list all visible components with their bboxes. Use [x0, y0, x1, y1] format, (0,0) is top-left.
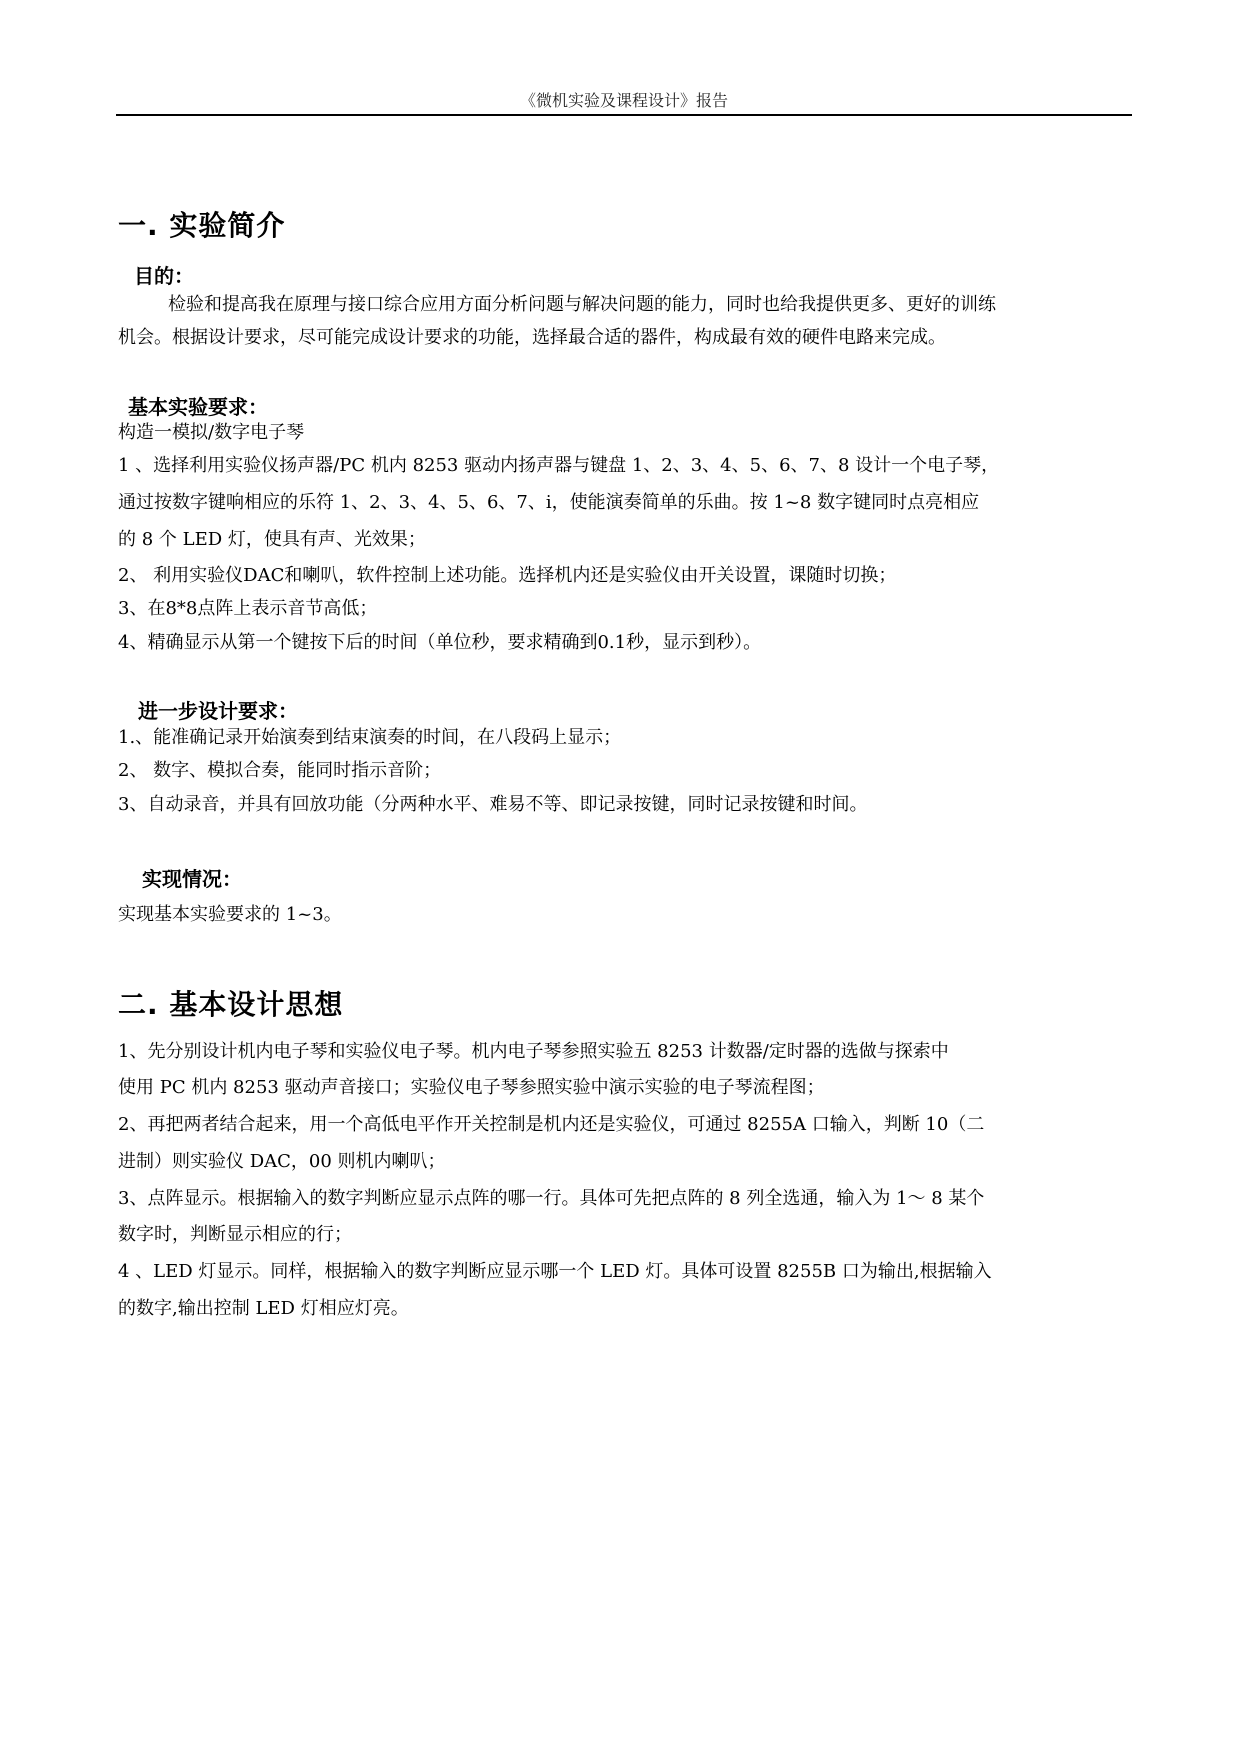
design-line: 1、先分别设计机内电子琴和实验仪电子琴。机内电子琴参照实验五 8253 计数器/定时器的选做与探索中 [118, 1041, 949, 1062]
basic-requirement-line: 通过按数字键响相应的乐符 1、2、3、4、5、6、7、i，使能演奏简单的乐曲。按 1~8 数字键同时点亮相应 [118, 492, 980, 513]
design-line: 使用 PC 机内 8253 驱动声音接口；实验仪电子琴参照实验中演示实验的电子琴流程图； [118, 1077, 825, 1098]
advanced-requirement-line: 1.、能准确记录开始演奏到结束演奏的时间，在八段码上显示； [118, 727, 622, 748]
advanced-requirement-line: 3、自动录音，并具有回放功能（分两种水平、难易不等、即记录按键，同时记录按键和时间。 [118, 794, 868, 815]
status-heading: 实现情况： [142, 867, 242, 891]
purpose-heading: 目的： [134, 264, 194, 288]
basic-requirement-line: 2、 利用实验仪DAC和喇叭，软件控制上述功能。选择机内还是实验仪由开关设置，课随时切换； [118, 565, 897, 586]
basic-requirement-line: 构造一模拟/数字电子琴 [118, 422, 305, 443]
advanced-requirements-heading: 进一步设计要求： [138, 699, 298, 723]
section-title: 二. 基本设计思想 [118, 988, 344, 1021]
design-line: 的数字,输出控制 LED 灯相应灯亮。 [118, 1298, 409, 1319]
basic-requirement-line: 1 、选择利用实验仪扬声器/PC 机内 8253 驱动内扬声器与键盘 1、2、3、4、5、6、7、8 设计一个电子琴， [118, 455, 1000, 476]
purpose-line: 检验和提高我在原理与接口综合应用方面分析问题与解决问题的能力，同时也给我提供更多、更好的训练 [168, 294, 996, 315]
advanced-requirement-line: 2、 数字、模拟合奏，能同时指示音阶； [118, 760, 442, 781]
design-line: 进制）则实验仪 DAC，00 则机内喇叭； [118, 1151, 446, 1172]
purpose-line: 机会。根据设计要求，尽可能完成设计要求的功能，选择最合适的器件，构成最有效的硬件电路来完成。 [118, 327, 946, 348]
basic-requirement-line: 3、在8*8点阵上表示音节高低； [118, 598, 378, 619]
design-line: 2、再把两者结合起来，用一个高低电平作开关控制是机内还是实验仪，可通过 8255A 口输入，判断 10（二 [118, 1114, 985, 1135]
design-line: 3、点阵显示。根据输入的数字判断应显示点阵的哪一行。具体可先把点阵的 8 列全选通，输入为 1～ 8 某个 [118, 1188, 985, 1209]
basic-requirement-line: 的 8 个 LED 灯，使具有声、光效果； [118, 529, 426, 550]
design-line: 4 、LED 灯显示。同样，根据输入的数字判断应显示哪一个 LED 灯。具体可设置 8255B 口为输出,根据输入 [118, 1261, 992, 1282]
basic-requirements-heading: 基本实验要求： [128, 395, 268, 419]
page-header: 《微机实验及课程设计》报告 [519, 91, 728, 110]
section-title: 一. 实验简介 [118, 209, 286, 242]
status-line: 实现基本实验要求的 1~3。 [118, 904, 342, 925]
design-line: 数字时，判断显示相应的行； [118, 1224, 352, 1245]
header-rule [116, 114, 1132, 116]
basic-requirement-line: 4、精确显示从第一个键按下后的时间（单位秒，要求精确到0.1秒，显示到秒）。 [118, 632, 762, 653]
